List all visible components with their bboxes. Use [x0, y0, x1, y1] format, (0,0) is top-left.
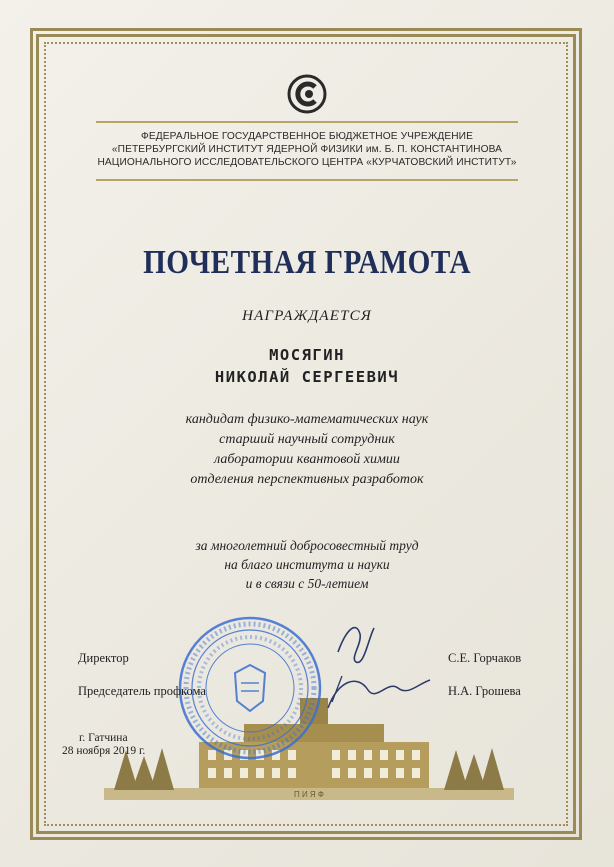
place-and-date — [62, 732, 145, 758]
description-line: отделения перспективных разработок — [190, 472, 424, 487]
header-rule-top — [96, 121, 518, 123]
organization-line-2: «ПЕТЕРБУРГСКИЙ ИНСТИТУТ ЯДЕРНОЙ ФИЗИКИ им. Б. П. КОНСТАНТИНОВА — [111, 144, 503, 155]
director-title: Директор — [78, 651, 129, 665]
reason-line: на благо института и науки — [224, 557, 390, 572]
recipient-given-names: НИКОЛАЙ СЕРГЕЕВИЧ — [214, 368, 400, 386]
reason-line: за многолетний добросовестный труд — [195, 538, 419, 553]
union-chair-name: Н.А. Грошева — [448, 684, 521, 698]
union-chair-title: Председатель профкома — [78, 684, 206, 698]
reason-line: и в связи с 50-летием — [245, 576, 369, 591]
organization-line-3: НАЦИОНАЛЬНОГО ИССЛЕДОВАТЕЛЬСКОГО ЦЕНТРА «КУРЧАТОВСКИЙ ИНСТИТУТ» — [97, 157, 517, 168]
award-reason — [90, 536, 524, 593]
organization-header — [70, 130, 544, 169]
institute-logo-icon — [287, 74, 327, 114]
awarded-label: НАГРАЖДАЕТСЯ — [242, 308, 372, 324]
header-rule-bottom — [96, 179, 518, 181]
director-name: С.Е. Горчаков — [448, 651, 522, 665]
organization-line-1: ФЕДЕРАЛЬНОЕ ГОСУДАРСТВЕННОЕ БЮДЖЕТНОЕ УЧРЕЖДЕНИЕ — [141, 131, 473, 142]
description-line: лаборатории квантовой химии — [214, 452, 400, 467]
description-line: кандидат физико-математических наук — [185, 412, 429, 427]
building-label: П И Я Ф — [293, 790, 325, 799]
signature-scribble — [298, 610, 438, 720]
description-line: старший научный сотрудник — [219, 432, 395, 447]
recipient-description — [90, 410, 524, 490]
place: г. Гатчина — [79, 732, 128, 744]
date: 28 ноября 2019 г. — [62, 745, 146, 757]
certificate-title: ПОЧЕТНАЯ ГРАМОТА — [143, 244, 471, 281]
recipient-surname: МОСЯГИН — [269, 346, 345, 364]
